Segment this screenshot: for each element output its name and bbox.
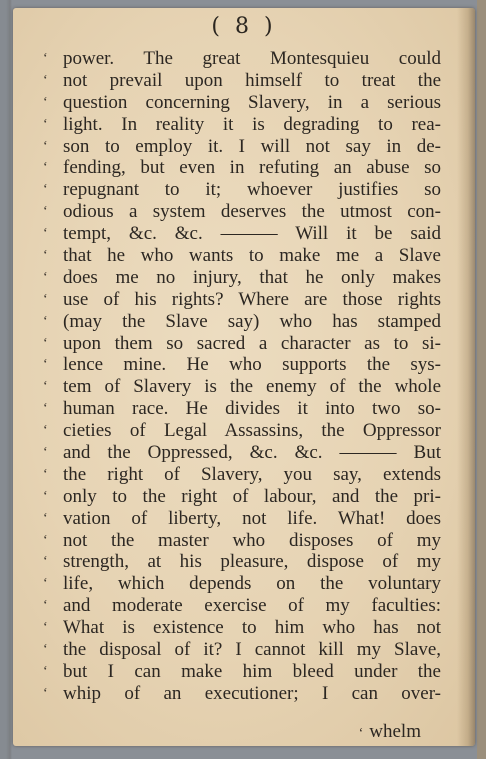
quote-mark: ‘	[43, 466, 48, 482]
line-text: does me no injury, that he only makes	[63, 266, 441, 288]
catchword-text: whelm	[369, 721, 421, 742]
line-text: strength, at his pleasure, dispose of my	[63, 551, 441, 573]
text-line	[41, 223, 441, 245]
text-line	[41, 617, 441, 639]
text-line	[41, 333, 441, 355]
text-line	[41, 201, 441, 223]
text-line	[41, 376, 441, 398]
text-line	[41, 683, 441, 705]
quote-mark: ‘	[43, 138, 48, 154]
quote-mark: ‘	[43, 291, 48, 307]
text-line	[41, 639, 441, 661]
quote-mark: ‘	[43, 335, 48, 351]
book-page	[13, 8, 475, 746]
page-number: ( 8 )	[211, 14, 277, 39]
text-line	[41, 289, 441, 311]
line-text: but I can make him bleed under the	[63, 660, 441, 682]
text-line	[41, 179, 441, 201]
line-text: tem of Slavery is the enemy of the whole	[63, 376, 441, 398]
line-text: power. The great Montesquieu could	[63, 48, 441, 69]
quote-mark: ‘	[43, 554, 48, 570]
quote-mark: ‘	[43, 620, 48, 636]
text-line	[41, 157, 441, 179]
line-text: repugnant to it; whoever justifies so	[63, 179, 441, 201]
quote-mark: ‘	[43, 116, 48, 132]
line-text: and the Oppressed, &c. &c. ——— But	[63, 442, 441, 464]
quote-mark: ‘	[43, 182, 48, 198]
quote-mark: ‘	[43, 313, 48, 329]
line-text: life, which depends on the voluntary	[63, 573, 441, 595]
text-line	[41, 442, 441, 464]
quote-mark: ‘	[43, 663, 48, 679]
text-line	[41, 661, 441, 683]
line-text: light. In reality it is degrading to rea-	[63, 113, 441, 135]
quote-mark: ‘	[43, 642, 48, 658]
quote-mark: ‘	[358, 726, 364, 741]
text-line	[41, 92, 441, 114]
text-line	[41, 48, 441, 70]
quote-mark: ‘	[43, 445, 48, 461]
page-gutter-shadow	[457, 8, 475, 746]
quote-mark: ‘	[43, 379, 48, 395]
quote-mark: ‘	[43, 576, 48, 592]
line-text: tempt, &c. &c. ——— Will it be said	[63, 223, 441, 245]
line-text: whip of an executioner; I can over-	[63, 682, 441, 704]
line-text: not the master who disposes of my	[63, 529, 441, 551]
text-line	[41, 551, 441, 573]
line-text: the right of Slavery, you say, extends	[63, 463, 441, 485]
line-text: lence mine. He who supports the sys-	[63, 354, 441, 376]
quote-mark: ‘	[43, 51, 48, 66]
text-line	[41, 354, 441, 376]
quote-mark: ‘	[43, 160, 48, 176]
quote-mark: ‘	[43, 72, 48, 88]
catchword	[359, 721, 421, 743]
quote-mark: ‘	[43, 226, 48, 242]
line-text: cieties of Legal Assassins, the Oppressor	[63, 420, 441, 442]
quote-mark: ‘	[43, 204, 48, 220]
line-text: vation of liberty, not life. What! does	[63, 507, 441, 529]
quote-mark: ‘	[43, 488, 48, 504]
text-line	[41, 398, 441, 420]
text-line	[41, 267, 441, 289]
text-line	[41, 508, 441, 530]
text-line	[41, 486, 441, 508]
line-text: son to employ it. I will not say in de-	[63, 135, 441, 157]
quote-mark: ‘	[43, 532, 48, 548]
quote-mark: ‘	[43, 598, 48, 614]
line-text: that he who wants to make me a Slave	[63, 245, 441, 267]
line-text: question concerning Slavery, in a serious	[63, 91, 441, 113]
text-line	[41, 70, 441, 92]
line-text: odious a system deserves the utmost con-	[63, 201, 441, 223]
line-text: the disposal of it? I cannot kill my Slave,	[63, 639, 441, 661]
line-text: (may the Slave say) who has stamped	[63, 310, 441, 332]
text-line	[41, 530, 441, 552]
quote-mark: ‘	[43, 248, 48, 264]
text-line	[41, 420, 441, 442]
text-line	[41, 245, 441, 267]
quote-mark: ‘	[43, 423, 48, 439]
quote-mark: ‘	[43, 94, 48, 110]
line-text: fending, but even in refuting an abuse so	[63, 157, 441, 179]
text-line	[41, 464, 441, 486]
text-line	[41, 114, 441, 136]
body-text	[41, 48, 441, 705]
line-text: What is existence to him who has not	[63, 617, 441, 639]
quote-mark: ‘	[43, 357, 48, 373]
line-text: upon them so sacred a character as to si-	[63, 332, 441, 354]
line-text: only to the right of labour, and the pri-	[63, 485, 441, 507]
line-text: human race. He divides it into two so-	[63, 398, 441, 420]
text-line	[41, 136, 441, 158]
quote-mark: ‘	[43, 269, 48, 285]
line-text: use of his rights? Where are those rights	[63, 288, 441, 310]
text-line	[41, 595, 441, 617]
text-line	[41, 311, 441, 333]
quote-mark: ‘	[43, 510, 48, 526]
quote-mark: ‘	[43, 685, 48, 701]
text-line	[41, 573, 441, 595]
adjacent-page-edge	[477, 0, 486, 759]
line-text: not prevail upon himself to treat the	[63, 69, 441, 91]
quote-mark: ‘	[43, 401, 48, 417]
line-text: and moderate exercise of my faculties:	[63, 595, 441, 617]
